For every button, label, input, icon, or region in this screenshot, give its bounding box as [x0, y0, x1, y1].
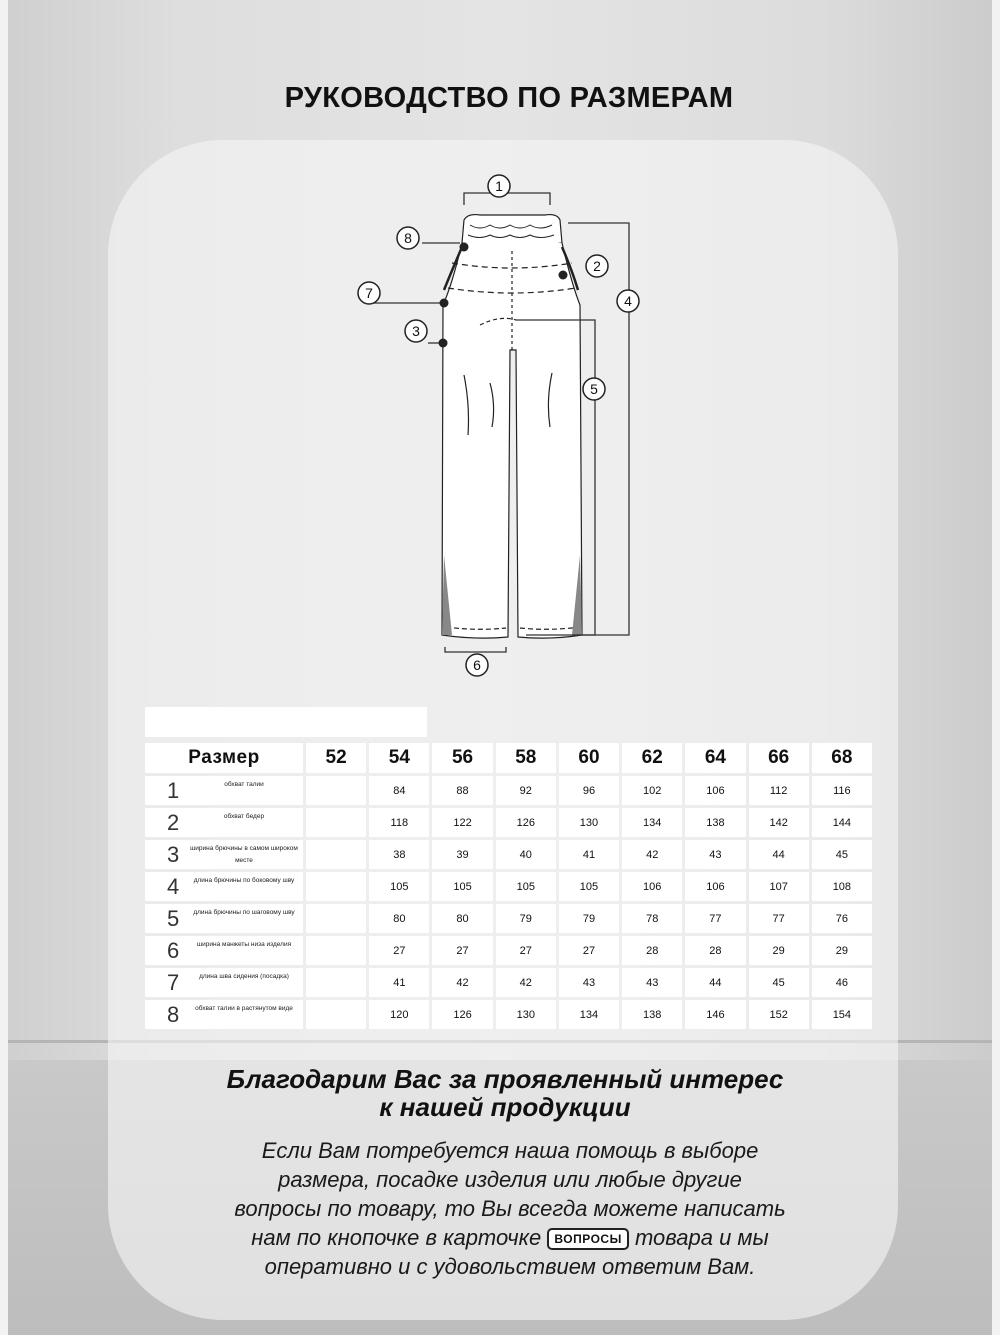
- measurement-number: 1: [167, 778, 180, 803]
- left-border: [0, 0, 8, 1335]
- size-value-cell: 79: [496, 904, 556, 933]
- measurement-cell: [145, 776, 303, 805]
- table-caption-box: [145, 707, 427, 737]
- size-value-cell: 88: [432, 776, 492, 805]
- table-row: [145, 968, 872, 997]
- measurement-number: 2: [167, 810, 180, 835]
- measurement-cell: [145, 808, 303, 837]
- size-value-cell: 76: [812, 904, 872, 933]
- marker-4-label: 4: [624, 293, 632, 309]
- thanks-line-2: к нашей продукции: [379, 1092, 631, 1122]
- measurement-cell: [145, 936, 303, 965]
- size-header-label: Размер: [145, 743, 303, 773]
- size-value-cell: 126: [496, 808, 556, 837]
- size-value-cell: 154: [812, 1000, 872, 1029]
- size-value-cell: 134: [622, 808, 682, 837]
- marker-6-label: 6: [473, 657, 481, 673]
- measurement-label: длина брючины по шаговому шву: [193, 909, 295, 916]
- size-value-cell: 27: [496, 936, 556, 965]
- size-value-cell: 105: [496, 872, 556, 901]
- size-header-row: [145, 743, 872, 773]
- size-value-cell: [306, 776, 366, 805]
- size-value-cell: [306, 840, 366, 869]
- measurement-label: длина шва сидения (посадка): [199, 973, 289, 980]
- info-line-2: размера, посадке изделия или любые другие: [278, 1167, 742, 1192]
- size-value-cell: 138: [622, 1000, 682, 1029]
- size-col-header: 52: [306, 743, 366, 773]
- size-value-cell: 122: [432, 808, 492, 837]
- size-value-cell: 28: [685, 936, 745, 965]
- measurement-number: 3: [167, 842, 180, 867]
- measurement-cell: [145, 840, 303, 869]
- size-value-cell: 29: [812, 936, 872, 965]
- measurement-label: ширина манжеты низа изделия: [196, 941, 292, 948]
- size-value-cell: 146: [685, 1000, 745, 1029]
- size-value-cell: 108: [812, 872, 872, 901]
- size-value-cell: 105: [432, 872, 492, 901]
- waistband-shape: [462, 215, 562, 247]
- size-value-cell: 40: [496, 840, 556, 869]
- page-title: РУКОВОДСТВО ПО РАЗМЕРАМ: [284, 82, 734, 114]
- measurement-label: обхват бедер: [223, 813, 265, 820]
- info-line-1: Если Вам потребуется наша помощь в выборе: [261, 1138, 759, 1163]
- size-value-cell: 43: [559, 968, 619, 997]
- size-value-cell: 28: [622, 936, 682, 965]
- marker-1-label: 1: [495, 178, 503, 194]
- size-value-cell: 116: [812, 776, 872, 805]
- marker-3-label: 3: [412, 323, 420, 339]
- marker-7-label: 7: [365, 285, 373, 301]
- size-table: [142, 740, 875, 1032]
- size-value-cell: 42: [496, 968, 556, 997]
- measurement-cell: [145, 904, 303, 933]
- size-col-header: 64: [685, 743, 745, 773]
- size-value-cell: 44: [685, 968, 745, 997]
- size-value-cell: 77: [685, 904, 745, 933]
- size-value-cell: [306, 968, 366, 997]
- measurement-cell: [145, 872, 303, 901]
- info-line-4-end: товара и мы: [634, 1225, 769, 1250]
- size-value-cell: 44: [749, 840, 809, 869]
- measurement-number: 4: [167, 874, 180, 899]
- size-value-cell: 134: [559, 1000, 619, 1029]
- size-value-cell: 92: [496, 776, 556, 805]
- measurement-number: 7: [167, 970, 180, 995]
- size-value-cell: 107: [749, 872, 809, 901]
- size-value-cell: [306, 1000, 366, 1029]
- size-value-cell: 106: [685, 872, 745, 901]
- measurement-cell: [145, 968, 303, 997]
- size-col-header: 66: [749, 743, 809, 773]
- size-value-cell: [306, 936, 366, 965]
- info-line-5: оперативно и с удовольствием ответим Вам.: [264, 1254, 756, 1279]
- info-line-4-start: нам по кнопочке в карточке: [251, 1225, 542, 1250]
- info-paragraph: [170, 1136, 850, 1281]
- size-value-cell: 77: [749, 904, 809, 933]
- size-value-cell: 130: [559, 808, 619, 837]
- size-value-cell: 102: [622, 776, 682, 805]
- size-value-cell: [306, 808, 366, 837]
- size-value-cell: 120: [369, 1000, 429, 1029]
- size-col-header: 54: [369, 743, 429, 773]
- size-value-cell: 96: [559, 776, 619, 805]
- size-value-cell: 39: [432, 840, 492, 869]
- measurement-label: обхват талии в растянутом виде: [195, 1005, 293, 1012]
- size-value-cell: 138: [685, 808, 745, 837]
- table-row: [145, 936, 872, 965]
- thanks-heading: [150, 1065, 860, 1121]
- measurement-number: 6: [167, 938, 180, 963]
- table-row: [145, 904, 872, 933]
- table-row: [145, 808, 872, 837]
- size-value-cell: 43: [685, 840, 745, 869]
- size-value-cell: 45: [749, 968, 809, 997]
- measurement-label: обхват талии: [224, 781, 264, 788]
- size-value-cell: 78: [622, 904, 682, 933]
- size-col-header: 68: [812, 743, 872, 773]
- size-col-header: 60: [559, 743, 619, 773]
- marker-5-label: 5: [590, 381, 598, 397]
- size-value-cell: 42: [622, 840, 682, 869]
- marker-8-label: 8: [404, 230, 412, 246]
- trousers-outline: [442, 243, 582, 638]
- table-row: [145, 776, 872, 805]
- measurement-number: 5: [167, 906, 180, 931]
- questions-button-illustration: ВОПРОСЫ: [547, 1228, 628, 1250]
- size-value-cell: 41: [369, 968, 429, 997]
- size-value-cell: 43: [622, 968, 682, 997]
- size-value-cell: 27: [559, 936, 619, 965]
- size-value-cell: 144: [812, 808, 872, 837]
- size-value-cell: 79: [559, 904, 619, 933]
- size-value-cell: 41: [559, 840, 619, 869]
- measurement-number: 8: [167, 1002, 180, 1027]
- size-value-cell: 106: [685, 776, 745, 805]
- size-value-cell: 106: [622, 872, 682, 901]
- size-value-cell: 118: [369, 808, 429, 837]
- size-value-cell: [306, 872, 366, 901]
- size-value-cell: 105: [369, 872, 429, 901]
- info-line-3: вопросы по товару, то Вы всегда можете написать: [234, 1196, 786, 1221]
- right-border: [992, 0, 1000, 1335]
- size-value-cell: 112: [749, 776, 809, 805]
- size-value-cell: 84: [369, 776, 429, 805]
- size-value-cell: 29: [749, 936, 809, 965]
- size-value-cell: 130: [496, 1000, 556, 1029]
- size-value-cell: 46: [812, 968, 872, 997]
- size-value-cell: [306, 904, 366, 933]
- size-col-header: 58: [496, 743, 556, 773]
- table-row: [145, 1000, 872, 1029]
- size-value-cell: 27: [432, 936, 492, 965]
- table-row: [145, 872, 872, 901]
- size-value-cell: 142: [749, 808, 809, 837]
- measurement-label: длина брючины по боковому шву: [193, 877, 295, 884]
- trousers-diagram: [340, 165, 660, 685]
- size-value-cell: 42: [432, 968, 492, 997]
- size-value-cell: 45: [812, 840, 872, 869]
- size-col-header: 62: [622, 743, 682, 773]
- thanks-line-1: Благодарим Вас за проявленный интерес: [226, 1064, 784, 1094]
- size-value-cell: 152: [749, 1000, 809, 1029]
- size-value-cell: 80: [369, 904, 429, 933]
- size-value-cell: 105: [559, 872, 619, 901]
- measurement-cell: [145, 1000, 303, 1029]
- size-value-cell: 80: [432, 904, 492, 933]
- table-row: [145, 840, 872, 869]
- size-value-cell: 126: [432, 1000, 492, 1029]
- size-col-header: 56: [432, 743, 492, 773]
- marker-2-label: 2: [593, 258, 601, 274]
- info-line-4: [170, 1223, 850, 1252]
- size-value-cell: 38: [369, 840, 429, 869]
- size-value-cell: 27: [369, 936, 429, 965]
- measurement-label: ширина брючины в самом широком месте: [190, 845, 298, 864]
